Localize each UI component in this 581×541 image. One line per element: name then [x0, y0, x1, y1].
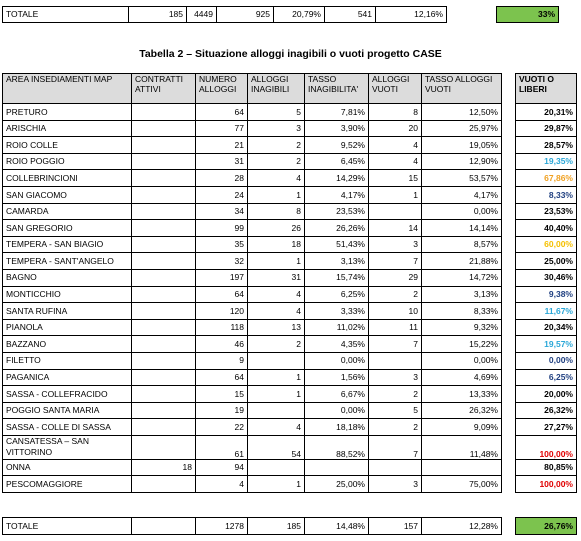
cell-inagibili: 18 [248, 236, 305, 253]
table-row [3, 170, 577, 187]
cell-gap [502, 369, 516, 386]
cell-area: BAGNO [3, 269, 132, 286]
cell-area: SASSA - COLLEFRACIDO [3, 386, 132, 403]
cell-inagibili: 1 [248, 369, 305, 386]
cell-numero: 99 [196, 220, 248, 237]
cell-area: PRETURO [3, 104, 132, 121]
cell-vuoti-liberi: 29,87% [516, 120, 577, 137]
cell-inagibili: 2 [248, 336, 305, 353]
cell-vuoti-liberi: 8,33% [516, 186, 577, 203]
cell-tasso-inag: 88,52% [305, 435, 369, 459]
table-row [3, 269, 577, 286]
cell-tasso-vuoti [422, 459, 502, 476]
bottom-total-label: TOTALE [3, 518, 132, 535]
cell-vuoti-liberi: 80,85% [516, 459, 577, 476]
cell-vuoti-liberi: 40,40% [516, 220, 577, 237]
cell-vuoti: 1 [369, 186, 422, 203]
cell-tasso-inag: 18,18% [305, 419, 369, 436]
cell-numero: 21 [196, 137, 248, 154]
cell-numero: 35 [196, 236, 248, 253]
cell-tasso-inag: 6,25% [305, 286, 369, 303]
cell-vuoti-liberi: 100,00% [516, 476, 577, 493]
cell-vuoti-liberi: 26,32% [516, 402, 577, 419]
cell-gap [502, 476, 516, 493]
cell-vuoti: 2 [369, 286, 422, 303]
top-total-v5: 541 [325, 7, 376, 23]
cell-vuoti [369, 459, 422, 476]
cell-contratti [132, 153, 196, 170]
cell-tasso-vuoti: 0,00% [422, 203, 502, 220]
cell-gap [502, 319, 516, 336]
cell-gap [502, 352, 516, 369]
cell-contratti [132, 386, 196, 403]
cell-contratti [132, 269, 196, 286]
cell-inagibili [248, 459, 305, 476]
cell-tasso-vuoti: 26,32% [422, 402, 502, 419]
cell-area: MONTICCHIO [3, 286, 132, 303]
cell-contratti [132, 286, 196, 303]
cell-tasso-inag: 11,02% [305, 319, 369, 336]
cell-vuoti: 4 [369, 137, 422, 154]
cell-numero: 32 [196, 253, 248, 270]
cell-vuoti: 29 [369, 269, 422, 286]
cell-contratti [132, 203, 196, 220]
cell-gap [502, 153, 516, 170]
cell-gap [502, 137, 516, 154]
cell-gap [502, 203, 516, 220]
cell-vuoti-liberi: 23,53% [516, 203, 577, 220]
bottom-total-inagibili: 185 [248, 518, 305, 535]
top-total-v1: 185 [129, 7, 187, 23]
cell-gap [502, 286, 516, 303]
cell-inagibili: 1 [248, 476, 305, 493]
header-contratti: CONTRATTI ATTIVI [132, 74, 196, 104]
cell-inagibili [248, 402, 305, 419]
table-row [3, 419, 577, 436]
cell-area: CAMARDA [3, 203, 132, 220]
cell-inagibili: 31 [248, 269, 305, 286]
cell-vuoti-liberi: 0,00% [516, 352, 577, 369]
cell-vuoti-liberi: 20,00% [516, 386, 577, 403]
cell-tasso-vuoti: 75,00% [422, 476, 502, 493]
cell-tasso-vuoti: 9,32% [422, 319, 502, 336]
cell-vuoti-liberi: 60,00% [516, 236, 577, 253]
cell-numero: 28 [196, 170, 248, 187]
bottom-total-vuoti: 157 [369, 518, 422, 535]
header-gap [502, 74, 516, 104]
cell-tasso-vuoti: 4,69% [422, 369, 502, 386]
cell-numero: 64 [196, 104, 248, 121]
top-total-table [2, 6, 559, 23]
header-vuoti-liberi: VUOTI O LIBERI [516, 74, 577, 104]
table-row [3, 153, 577, 170]
cell-contratti [132, 352, 196, 369]
cell-tasso-vuoti: 19,05% [422, 137, 502, 154]
cell-area: COLLEBRINCIONI [3, 170, 132, 187]
cell-vuoti: 2 [369, 419, 422, 436]
cell-tasso-inag: 23,53% [305, 203, 369, 220]
cell-contratti [132, 319, 196, 336]
table-row [3, 386, 577, 403]
cell-tasso-inag: 9,52% [305, 137, 369, 154]
header-vuoti: ALLOGGI VUOTI [369, 74, 422, 104]
cell-inagibili: 1 [248, 386, 305, 403]
table-row [3, 137, 577, 154]
cell-numero: 61 [196, 435, 248, 459]
cell-gap [502, 170, 516, 187]
cell-gap [502, 419, 516, 436]
cell-tasso-vuoti: 3,13% [422, 286, 502, 303]
cell-vuoti: 8 [369, 104, 422, 121]
cell-vuoti-liberi: 19,57% [516, 336, 577, 353]
table-row [3, 303, 577, 320]
bottom-total-table [2, 517, 577, 535]
cell-gap [502, 386, 516, 403]
cell-numero: 46 [196, 336, 248, 353]
cell-area: PAGANICA [3, 369, 132, 386]
cell-numero: 22 [196, 419, 248, 436]
cell-tasso-vuoti: 25,97% [422, 120, 502, 137]
table-row [3, 120, 577, 137]
cell-inagibili: 1 [248, 253, 305, 270]
cell-vuoti [369, 352, 422, 369]
cell-tasso-inag: 26,26% [305, 220, 369, 237]
cell-tasso-inag: 51,43% [305, 236, 369, 253]
rows-body [3, 104, 577, 493]
cell-vuoti: 3 [369, 236, 422, 253]
cell-tasso-inag: 25,00% [305, 476, 369, 493]
cell-numero: 24 [196, 186, 248, 203]
cell-tasso-vuoti: 4,17% [422, 186, 502, 203]
table-row [3, 352, 577, 369]
table-row [3, 319, 577, 336]
bottom-total-tasso-vuoti: 12,28% [422, 518, 502, 535]
cell-tasso-vuoti: 12,50% [422, 104, 502, 121]
cell-tasso-inag: 7,81% [305, 104, 369, 121]
cell-inagibili: 2 [248, 153, 305, 170]
cell-numero: 94 [196, 459, 248, 476]
cell-tasso-vuoti: 0,00% [422, 352, 502, 369]
cell-area: SAN GREGORIO [3, 220, 132, 237]
main-table [2, 73, 577, 493]
cell-numero: 118 [196, 319, 248, 336]
cell-vuoti-liberi: 11,67% [516, 303, 577, 320]
cell-area: SANTA RUFINA [3, 303, 132, 320]
cell-gap [502, 104, 516, 121]
cell-area: ONNA [3, 459, 132, 476]
cell-tasso-inag: 3,33% [305, 303, 369, 320]
cell-tasso-vuoti: 12,90% [422, 153, 502, 170]
top-total-v4: 20,79% [274, 7, 325, 23]
cell-area: POGGIO SANTA MARIA [3, 402, 132, 419]
cell-inagibili: 4 [248, 303, 305, 320]
cell-contratti [132, 419, 196, 436]
cell-contratti: 18 [132, 459, 196, 476]
cell-area: SASSA - COLLE DI SASSA [3, 419, 132, 436]
cell-tasso-inag: 1,56% [305, 369, 369, 386]
cell-contratti [132, 120, 196, 137]
cell-area: SAN GIACOMO [3, 186, 132, 203]
cell-tasso-inag: 4,17% [305, 186, 369, 203]
cell-gap [502, 435, 516, 459]
cell-vuoti-liberi: 100,00% [516, 435, 577, 459]
cell-vuoti-liberi: 19,35% [516, 153, 577, 170]
cell-area: TEMPERA - SANT'ANGELO [3, 253, 132, 270]
table-row [3, 253, 577, 270]
top-total-v7: 33% [497, 7, 559, 23]
top-total-gap [447, 7, 497, 23]
top-total-v3: 925 [217, 7, 274, 23]
cell-tasso-inag: 0,00% [305, 402, 369, 419]
cell-numero: 64 [196, 286, 248, 303]
cell-numero: 19 [196, 402, 248, 419]
cell-numero: 197 [196, 269, 248, 286]
cell-tasso-inag: 4,35% [305, 336, 369, 353]
cell-vuoti: 7 [369, 435, 422, 459]
cell-tasso-vuoti: 14,14% [422, 220, 502, 237]
table-row [3, 459, 577, 476]
table-row [3, 104, 577, 121]
header-area: AREA INSEDIAMENTI MAP [3, 74, 132, 104]
cell-area: CANSATESSA – SAN VITTORINO [3, 435, 132, 459]
cell-vuoti-liberi: 28,57% [516, 137, 577, 154]
cell-contratti [132, 435, 196, 459]
cell-inagibili: 8 [248, 203, 305, 220]
cell-gap [502, 303, 516, 320]
top-total-label: TOTALE [3, 7, 129, 23]
cell-vuoti: 3 [369, 476, 422, 493]
cell-inagibili: 4 [248, 170, 305, 187]
cell-numero: 31 [196, 153, 248, 170]
cell-vuoti: 4 [369, 153, 422, 170]
cell-contratti [132, 236, 196, 253]
cell-gap [502, 336, 516, 353]
cell-area: FILETTO [3, 352, 132, 369]
bottom-total-numero: 1278 [196, 518, 248, 535]
header-inagibili: ALLOGGI INAGIBILI [248, 74, 305, 104]
cell-vuoti: 20 [369, 120, 422, 137]
cell-vuoti: 5 [369, 402, 422, 419]
cell-inagibili [248, 352, 305, 369]
top-total-v2: 4449 [187, 7, 217, 23]
header-tasso-inagibilita: TASSO INAGIBILITA' [305, 74, 369, 104]
cell-tasso-inag: 14,29% [305, 170, 369, 187]
bottom-total-contratti [132, 518, 196, 535]
cell-inagibili: 5 [248, 104, 305, 121]
cell-vuoti: 7 [369, 253, 422, 270]
cell-vuoti: 10 [369, 303, 422, 320]
table-row [3, 286, 577, 303]
cell-area: PESCOMAGGIORE [3, 476, 132, 493]
cell-contratti [132, 303, 196, 320]
cell-inagibili: 13 [248, 319, 305, 336]
cell-gap [502, 269, 516, 286]
cell-vuoti: 14 [369, 220, 422, 237]
cell-tasso-vuoti: 53,57% [422, 170, 502, 187]
table-row [3, 220, 577, 237]
cell-tasso-vuoti: 8,33% [422, 303, 502, 320]
cell-vuoti: 3 [369, 369, 422, 386]
table-row [3, 369, 577, 386]
table-row [3, 402, 577, 419]
cell-vuoti: 15 [369, 170, 422, 187]
cell-tasso-inag: 3,13% [305, 253, 369, 270]
cell-gap [502, 186, 516, 203]
cell-inagibili: 54 [248, 435, 305, 459]
cell-vuoti-liberi: 20,31% [516, 104, 577, 121]
cell-area: BAZZANO [3, 336, 132, 353]
cell-numero: 77 [196, 120, 248, 137]
bottom-total-vuoti-liberi: 26,76% [516, 518, 577, 535]
header-tasso-vuoti: TASSO ALLOGGI VUOTI [422, 74, 502, 104]
cell-tasso-inag: 3,90% [305, 120, 369, 137]
cell-tasso-vuoti: 8,57% [422, 236, 502, 253]
cell-vuoti-liberi: 9,38% [516, 286, 577, 303]
cell-vuoti-liberi: 6,25% [516, 369, 577, 386]
cell-numero: 64 [196, 369, 248, 386]
cell-vuoti-liberi: 30,46% [516, 269, 577, 286]
cell-vuoti: 7 [369, 336, 422, 353]
cell-contratti [132, 402, 196, 419]
cell-area: PIANOLA [3, 319, 132, 336]
cell-gap [502, 402, 516, 419]
table-row [3, 435, 577, 459]
cell-contratti [132, 336, 196, 353]
header-row [3, 74, 577, 104]
cell-gap [502, 120, 516, 137]
table-title: Tabella 2 – Situazione alloggi inagibili o vuoti progetto CASE [139, 48, 442, 60]
cell-numero: 34 [196, 203, 248, 220]
cell-gap [502, 236, 516, 253]
bottom-total-row [3, 518, 577, 535]
cell-tasso-inag: 6,45% [305, 153, 369, 170]
cell-inagibili: 4 [248, 286, 305, 303]
table-row [3, 203, 577, 220]
cell-gap [502, 253, 516, 270]
cell-contratti [132, 186, 196, 203]
cell-tasso-vuoti: 14,72% [422, 269, 502, 286]
cell-contratti [132, 104, 196, 121]
cell-gap [502, 459, 516, 476]
cell-numero: 4 [196, 476, 248, 493]
cell-vuoti-liberi: 25,00% [516, 253, 577, 270]
cell-numero: 15 [196, 386, 248, 403]
cell-vuoti-liberi: 67,86% [516, 170, 577, 187]
cell-tasso-vuoti: 13,33% [422, 386, 502, 403]
cell-vuoti-liberi: 27,27% [516, 419, 577, 436]
bottom-total-gap [502, 518, 516, 535]
top-total-v6: 12,16% [376, 7, 447, 23]
cell-numero: 120 [196, 303, 248, 320]
cell-area: ROIO POGGIO [3, 153, 132, 170]
cell-contratti [132, 220, 196, 237]
cell-tasso-vuoti: 15,22% [422, 336, 502, 353]
cell-vuoti-liberi: 20,34% [516, 319, 577, 336]
cell-tasso-inag: 15,74% [305, 269, 369, 286]
cell-contratti [132, 170, 196, 187]
cell-tasso-vuoti: 21,88% [422, 253, 502, 270]
cell-inagibili: 26 [248, 220, 305, 237]
table-row [3, 336, 577, 353]
cell-contratti [132, 137, 196, 154]
cell-tasso-vuoti: 9,09% [422, 419, 502, 436]
cell-tasso-vuoti: 11,48% [422, 435, 502, 459]
cell-numero: 9 [196, 352, 248, 369]
cell-area: ROIO COLLE [3, 137, 132, 154]
cell-area: TEMPERA - SAN BIAGIO [3, 236, 132, 253]
bottom-total-tasso-inagibilita: 14,48% [305, 518, 369, 535]
cell-vuoti: 11 [369, 319, 422, 336]
cell-tasso-inag: 0,00% [305, 352, 369, 369]
table-row [3, 236, 577, 253]
cell-inagibili: 2 [248, 137, 305, 154]
cell-inagibili: 3 [248, 120, 305, 137]
table-row [3, 476, 577, 493]
cell-inagibili: 1 [248, 186, 305, 203]
cell-contratti [132, 369, 196, 386]
cell-area: ARISCHIA [3, 120, 132, 137]
cell-vuoti: 2 [369, 386, 422, 403]
table-row [3, 186, 577, 203]
cell-vuoti [369, 203, 422, 220]
cell-inagibili: 4 [248, 419, 305, 436]
cell-contratti [132, 476, 196, 493]
cell-tasso-inag [305, 459, 369, 476]
cell-gap [502, 220, 516, 237]
cell-tasso-inag: 6,67% [305, 386, 369, 403]
header-numero: NUMERO ALLOGGI [196, 74, 248, 104]
cell-contratti [132, 253, 196, 270]
